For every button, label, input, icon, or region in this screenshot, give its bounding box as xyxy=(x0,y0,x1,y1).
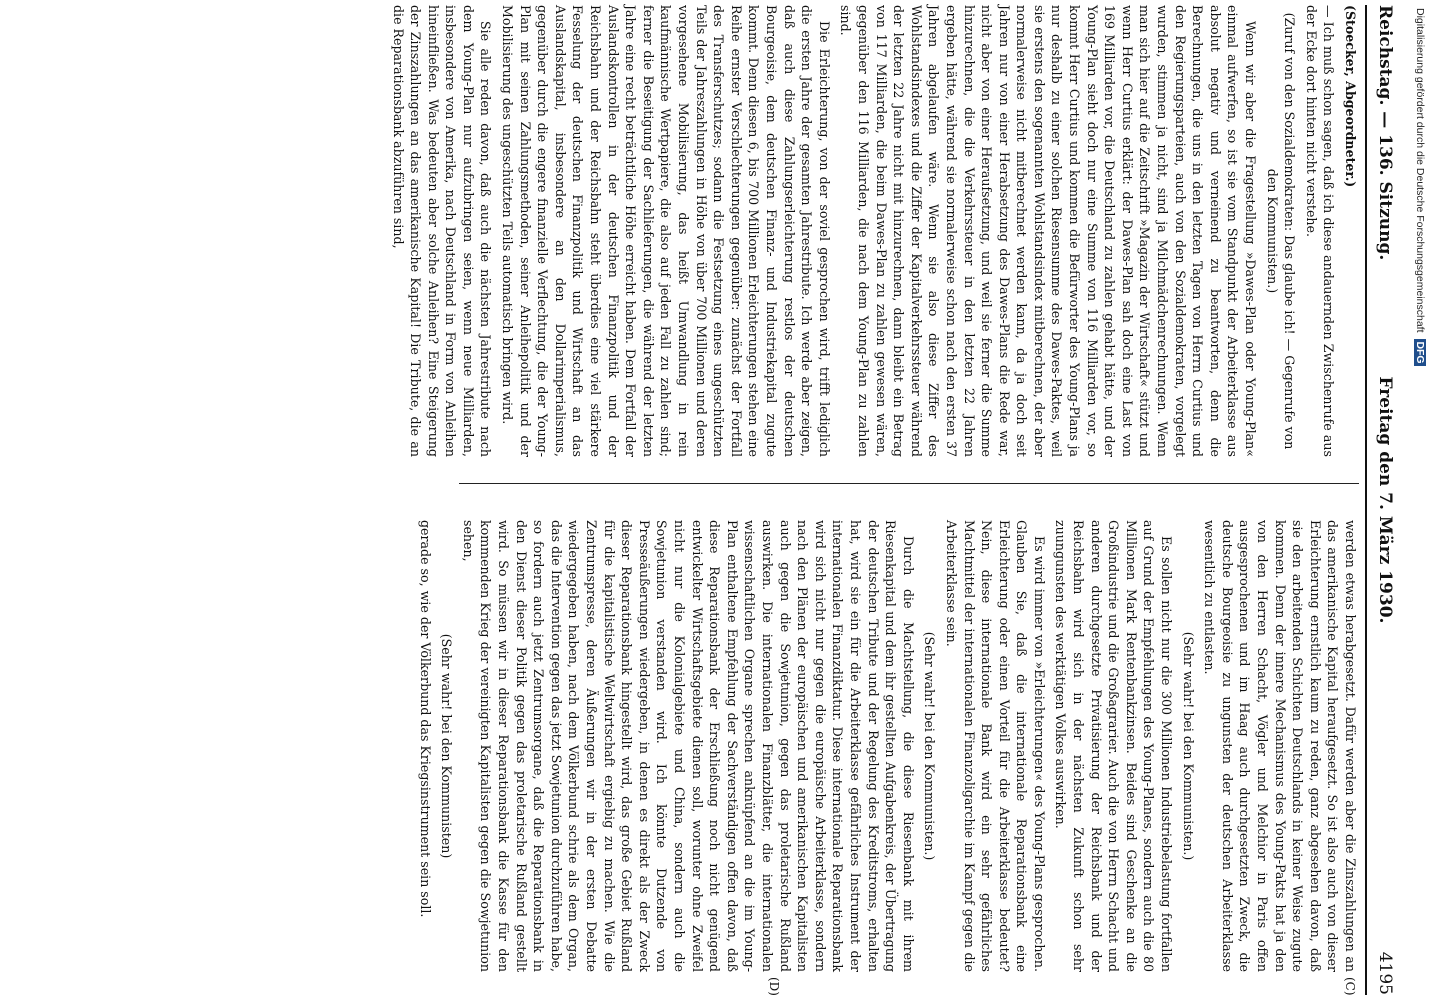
paragraph: Es sollen nicht nur die 300 Millionen Industriebelastung fortfallen auf Grund der Empfehlungen des Young-Planes, sondern auch die 80 Millionen Mark Rentenbankzinsen. Beides sind Geschenke an die Großindustrie und die Großagrarier. Auch die von Herrn Schacht und anderen durchgesetzte Privatisierung der Reichsbank und der Reichsbahn wird sich in der nächsten Zukunft schon sehr zuungunsten des werktätigen Volkes auswirken. xyxy=(1053,520,1175,972)
page-number: 4195 xyxy=(1375,951,1395,995)
header-center: Freitag den 7. März 1930. xyxy=(1375,376,1395,624)
paragraph: Wenn wir aber die Fragestellung »Dawes-Plan oder Young-Plan« einmal aufwerfen, so ist sie vom Standpunkt der Arbeiterklasse aus absolut negativ und verneinend zu beantworten, denn die Berechnungen, die uns in den letzten Tagen von Herrn Curtius und den Regierungsparteien, auch von den Sozialdemokraten, vorgelegt wurden, stimmen ja nicht, sind ja Milchmädchenrechnungen. Wenn man sich hier auf die Zeitschrift »Magazin der Wirtschaft« stützt und wenn Herr Curtius erklärt: der Dawes-Plan sah doch eine Last von 169 Milliarden vor, die Deutschland zu zahlen gehabt hätte, und der Young-Plan sieht doch nur eine Summe von 116 Milliarden vor, so kommt Herr Curtius und kommen die Befürworter des Young-Plans ja nur deshalb zu einer solchen Riesensumme des Dawes-Paktes, weil sie erstens den sogenannten Wohlstandsindex mitberechnen, der aber normalerweise nicht mitberechnet werden kann, da ja doch seit Jahren nur von einer Herabsetzung des Dawes-Plans die Rede war, nicht aber von einer Heraufsetzung, und weil sie ferner die Summe hinzurechnen, die die Verkehrssteuer in den letzten 22 Jahren ergeben hätte, während sie normalerweise schon nach den ersten 37 Jahren abgelaufen wäre. Wenn sie also diese Ziffer des Wohlstandsindexes und die Ziffer der Kapitalverkehrssteuer während der letzten 22 Jahre nicht mit hinzurechnen, dann bleibt ein Betrag von 117 Milliarden, die beim Dawes-Plan zu zahlen gewesen wären, gegenüber den 116 Milliarden, die nach dem Young-Plan zu zahlen sind. xyxy=(838,5,1259,457)
paragraph: gerade so, wie der Völkerbund das Kriegsinstrument sein soll. xyxy=(417,520,433,918)
paragraph: Die Erleichterung, von der soviel gesprochen wird, trifft lediglich die ersten Jahre der gesamten Jahrestribute. Ich werde aber zeigen, daß auch diese Zahlungserleichterung restlos der deutschen Bourgeoisie, dem deutschen Finanz- und Industriekapital zugute kommt. Denn diesen 6, bis 700 Millionen Erleichterungen stehen eine Reihe ernster Verschlechterungen gegenüber: zunächst der Fortfall des Transferschutzes; sodann die Festsetzung eines ungeschützten Teils der Jahreszahlungen in Höhe von über 700 Millionen und deren vorgesehene Mobilisierung, das heißt Umwandlung in rein kaufmännische Wertpapiere, die also auf jeden Fall zu zahlen sind; ferner die Beseitigung der Sachlieferungen, die während der letzten Jahre eine recht beträchtliche Höhe erreicht haben. Dem Fortfall der Auslandskontrollen in der deutschen Finanzpolitik und der Reichsbahn und der Reichsbahn steht überdies eine viel stärkere Fesselung der deutschen Finanzpolitik und Wirtschaft an das Auslandskapital, insbesondere an den Dollarimperialismus, gegenüber durch die engere finanzielle Verflechtung, die der Young-Plan mit seinen Zahlungsmethoden, seiner Anleihepolitik und der Mobilisierung des ungeschützten Teils automatisch bringen wird. xyxy=(500,5,832,457)
dfg-logo-icon: DFG xyxy=(1414,341,1426,364)
right-column xyxy=(412,520,1359,972)
paragraph: Es wird immer von »Erleichterungen« des Young-Plans gesprochen. Glauben Sie, daß die internationale Reparationsbank eine Erleichterung oder einen Vorteil für die Arbeiterklasse bedeutet? Nein, diese internationale Bank wird ein sehr gefährliches Machtmittel der internationalen Finanzoligarchie im Kampf gegen die Arbeiterklasse sein. xyxy=(943,520,1047,972)
interjection: (Sehr wahr! bei den Kommunisten.) xyxy=(1180,631,1196,861)
speaker-line: (Stoecker, Abgeordneter.) xyxy=(1343,5,1358,188)
paragraph: Durch die Machtstellung, die diese Riesenbank mit ihrem Riesenkapital und dem ihr gestellten Aufgabenkreis, der Übertragung der deutschen Tribute und der Regelung des Kreditstroms, erhalten hat, wird sie ein für die Arbeiterklasse gefährliches Instrument der internationalen Finanzdiktatur. Diese internationale Reparationsbank wird sich nicht nur gegen die europäische Arbeiterklasse, sondern nach den Plänen der europäischen und amerikanischen Kapitalisten auch gegen die Sowjetunion, gegen das proletarische Rußland auswirken. Die internationalen Finanzblätter, die internationalen wissenschaftlichen Organe sprechen anknüpfend an die im Young-Plan enthaltene Empfehlung der Sachverständigen offen davon, daß diese Reparationsbank der Erschließung noch nicht genügend entwickelter Wirtschaftsgebiete dienen soll, worunter ohne Zweifel nicht nur die Kolonialgebiete und China, sondern auch die Sowjetunion verstanden wird. Ich könnte Dutzende von Presseäußerungen wiedergeben, in denen es direkt als der Zweck dieser Reparationsbank hingestellt wird, das große Gebiet Rußland für die kapitalistische Weltwirtschaft ergiebig zu machen. Wie die Zentrumspresse, deren Äußerungen wir in der ersten Debatte wiedergegeben haben, nach dem Völkerbund schrie als dem Organ, das die Intervention gegen das jetzt Sowjetunion durchzuführen habe, so fordern auch jetzt Zentrumsorgane, daß die Reparationsbank in den Dienst dieser Politik gegen das proletarische Rußland gestellt wird. So müssen wir in dieser Reparationsbank die Kasse für den kommenden Krieg der vereinigten Kapitalisten gegen die Sowjetunion sehen, xyxy=(460,520,916,972)
left-column xyxy=(385,5,1359,457)
digitization-credit xyxy=(1414,8,1426,366)
page-header xyxy=(1365,5,1401,995)
column-divider xyxy=(459,483,1359,484)
rotated-page xyxy=(81,5,1401,995)
interjection: (Sehr wahr! bei den Kommunisten) xyxy=(439,633,455,859)
interjection: (Sehr wahr! bei den Kommunisten.) xyxy=(922,631,938,861)
margin-marker-c: (C) xyxy=(1343,977,1357,996)
credit-text: Digitalisierung gefördert durch die Deutsche Forschungsgemeinschaft xyxy=(1414,8,1426,333)
margin-marker-d: (D) xyxy=(767,977,781,996)
paragraph: — Ich muß schon sagen, daß ich diese andauernden Zwischenrufe aus der Ecke dort hinten nicht verstehe. xyxy=(1303,5,1337,457)
paragraph: werden etwas herabgesetzt. Dafür werden aber die Zinszahlungen an das amerikanische Kapital heraufgesetzt. So ist also auch von dieser Erleichterung ernstlich kaum zu reden, ganz abgesehen davon, daß sie den arbeitenden Schichten Deutschlands in keiner Weise zugute kommen. Denn der innere Mechanismus des Young-Pakts hat ja den von den Herren Schacht, Vögler und Melchior in Paris offen ausgesprochenen und im Haag auch durchgesetzten Zweck, die deutsche Bourgeoisie zu ungunsten der deutschen Arbeiterklasse wesentlich zu entlasten. xyxy=(1202,520,1358,972)
interjection: (Zuruf von den Sozialdemokraten: Das glaube ich! — Gegenrufe von den Kommunisten.) xyxy=(1264,12,1298,450)
paragraph: Sie alle reden davon, daß auch die nächsten Jahrestribute nach dem Young-Plan nur aufzubringen seien, wenn neue Milliarden, insbesondere von Amerika, nach Deutschland in Form von Anleihen hineinfließen. Was bedeuten aber solche Anleihen? Eine Steigerung der Zinszahlungen an das amerikanische Kapital! Die Tribute, die an die Reparationsbank abzuführen sind, xyxy=(390,5,494,457)
header-left: Reichstag. — 136. Sitzung. xyxy=(1375,5,1395,261)
